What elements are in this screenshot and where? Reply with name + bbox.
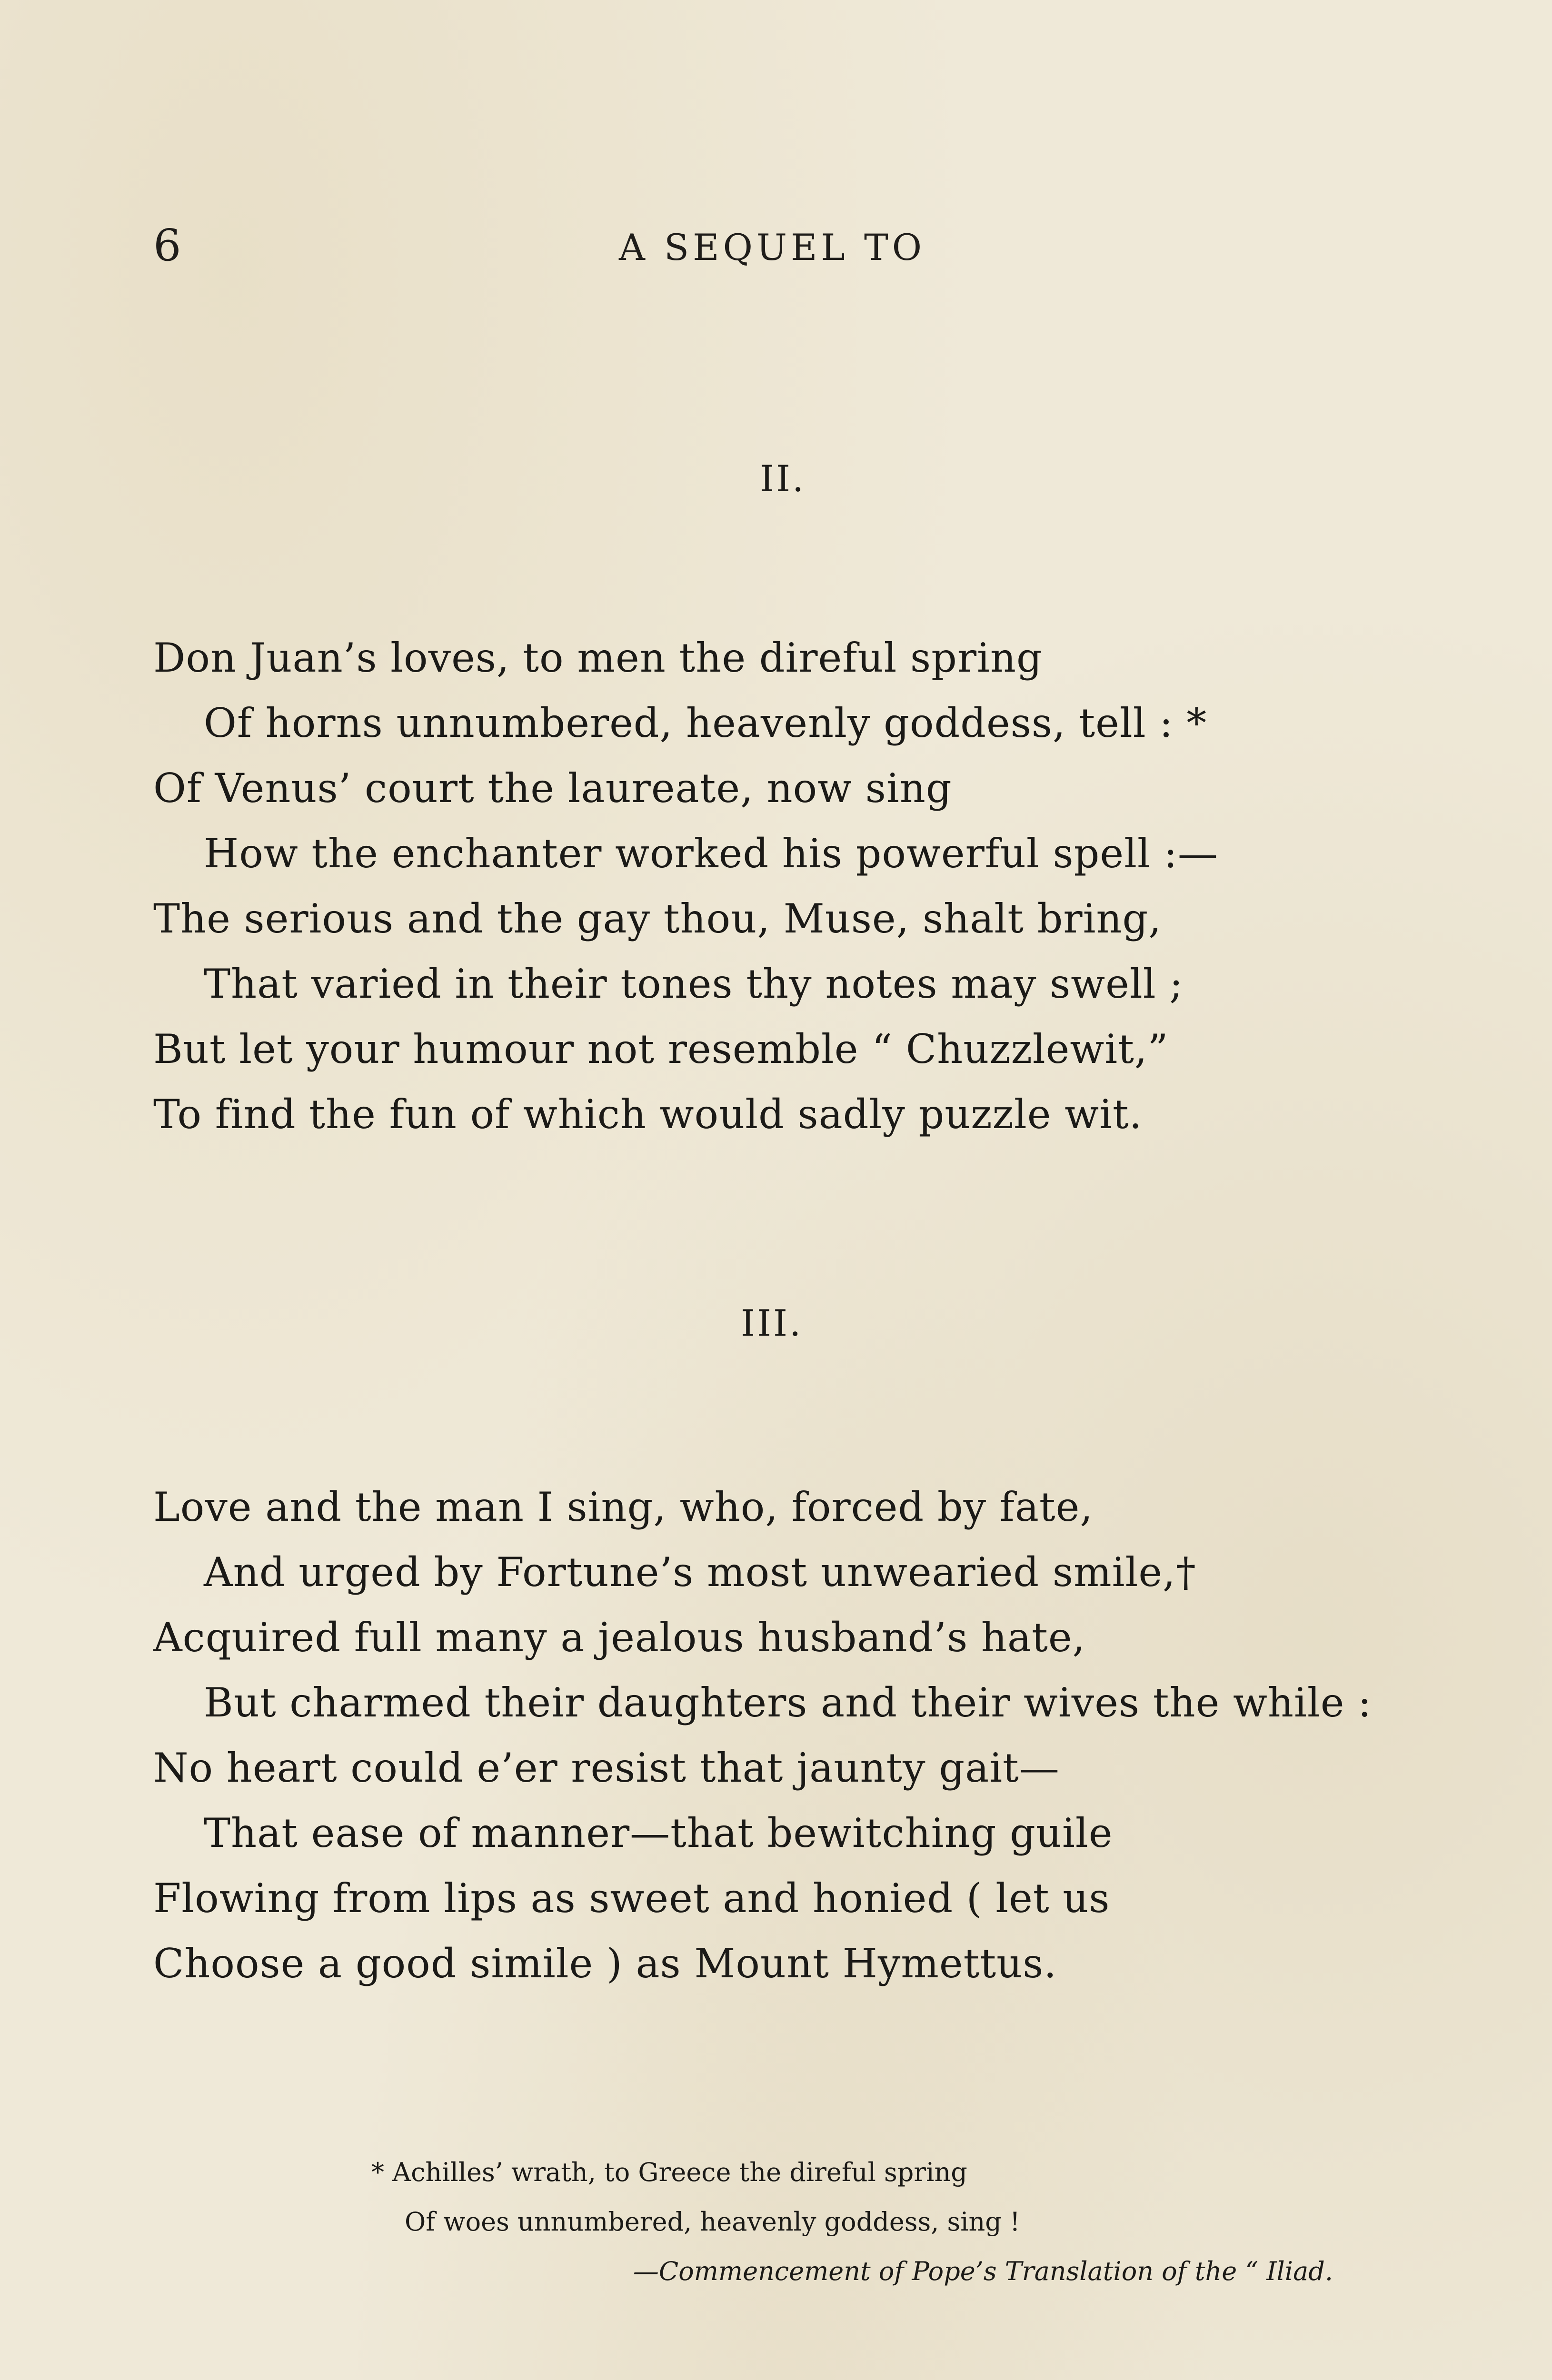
stanza-number-ii: II. xyxy=(760,457,806,500)
verse-line: How the enchanter worked his powerful spell :— xyxy=(204,830,1218,877)
footnote-line: Of woes unnumbered, heavenly goddess, sing ! xyxy=(405,2207,1020,2237)
verse-line: Of Venus’ court the laureate, now sing xyxy=(153,765,952,812)
verse-line: But charmed their daughters and their wives the while : xyxy=(204,1679,1372,1726)
verse-line: Love and the man I sing, who, forced by fate, xyxy=(153,1484,1094,1530)
stanza-ii xyxy=(153,625,1439,1147)
page-number: 6 xyxy=(153,220,181,271)
verse-line: The serious and the gay thou, Muse, shalt bring, xyxy=(153,895,1162,942)
stanza-iii xyxy=(153,1475,1439,1996)
verse-line: Acquired full many a jealous husband’s hate, xyxy=(153,1614,1086,1661)
running-title: A SEQUEL TO xyxy=(619,226,926,268)
verse-line: But let your humour not resemble “ Chuzzlewit,” xyxy=(153,1026,1169,1072)
verse-line: Of horns unnumbered, heavenly goddess, tell : * xyxy=(204,700,1207,746)
verse-line: That ease of manner—that bewitching guile xyxy=(204,1810,1113,1856)
verse-line: That varied in their tones thy notes may swell ; xyxy=(204,961,1184,1007)
footnote-line: * Achilles’ wrath, to Greece the direful spring xyxy=(371,2157,967,2187)
footnote-citation: —Commencement of Pope’s Translation of the “ Iliad. xyxy=(633,2256,1333,2286)
verse-line: To find the fun of which would sadly puzzle wit. xyxy=(153,1091,1143,1138)
verse-line: And urged by Fortune’s most unwearied smile,† xyxy=(204,1549,1196,1596)
verse-line: Choose a good simile ) as Mount Hymettus. xyxy=(153,1940,1057,1987)
verse-line: Don Juan’s loves, to men the direful spring xyxy=(153,635,1043,681)
verse-line: Flowing from lips as sweet and honied ( let us xyxy=(153,1875,1110,1922)
verse-line: No heart could e’er resist that jaunty gait— xyxy=(153,1745,1060,1791)
footnote-asterisk xyxy=(371,2148,1362,2296)
stanza-number-iii: III. xyxy=(741,1302,803,1344)
